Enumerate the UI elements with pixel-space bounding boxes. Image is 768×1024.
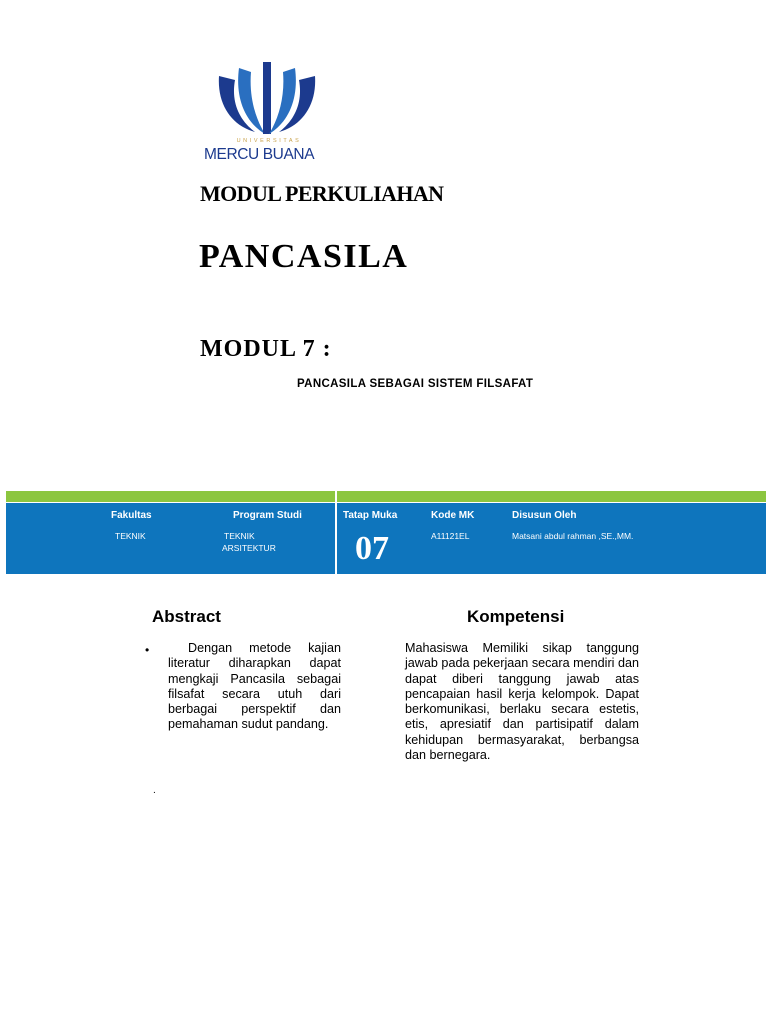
fakultas-label: Fakultas [111, 510, 152, 521]
mercu-buana-emblem-icon [199, 58, 335, 140]
abstract-text: Dengan metode kajian literatur diharapkan dapat mengkaji Pancasila sebagai filsafat secara utuh dari berbagai perspektif dan pemahaman sudut pandang. [168, 641, 341, 732]
tatap-muka-value: 07 [355, 530, 389, 567]
info-green-stripe [6, 491, 766, 502]
kode-mk-label: Kode MK [431, 510, 475, 521]
program-studi-value [222, 530, 276, 554]
fakultas-value: TEKNIK [115, 531, 146, 541]
abstract-trailing-mark: . [153, 785, 156, 796]
university-logo [199, 58, 335, 168]
modul-number: MODUL 7 : [200, 336, 332, 362]
tatap-muka-label: Tatap Muka [343, 510, 398, 521]
modul-subtitle: PANCASILA SEBAGAI SISTEM FILSAFAT [297, 378, 534, 390]
kode-mk-value: A11121EL [431, 531, 470, 541]
abstract-bullet-icon: • [145, 643, 150, 657]
disusun-oleh-value: Matsani abdul rahman ,SE.,MM. [512, 531, 634, 541]
program-studi-label: Program Studi [233, 510, 302, 521]
kompetensi-heading: Kompetensi [467, 607, 565, 626]
abstract-heading: Abstract [152, 607, 221, 626]
logo-university-name: MERCU BUANA [204, 146, 315, 163]
green-stripe-divider [335, 491, 337, 502]
kompetensi-text: Mahasiswa Memiliki sikap tanggung jawab pada pekerjaan secara mendiri dan dapat diberi tanggung jawab atas pencapaian hasil kerja kelompok. Dapat berkomunikasi, berlaku secara estetis, etis, apresiatif dan partisipatif dalam kehidupan bermasyarakat, berbangsa dan bernegara. [405, 641, 639, 763]
program-studi-value-line1: TEKNIK [224, 531, 255, 541]
course-title: PANCASILA [199, 238, 409, 275]
program-studi-value-line2: ARSITEKTUR [222, 543, 276, 553]
disusun-oleh-label: Disusun Oleh [512, 510, 577, 521]
info-bar-divider [335, 503, 337, 574]
modul-perkuliahan-label: MODUL PERKULIAHAN [200, 181, 444, 206]
logo-universitas-text: UNIVERSITAS [236, 138, 302, 144]
